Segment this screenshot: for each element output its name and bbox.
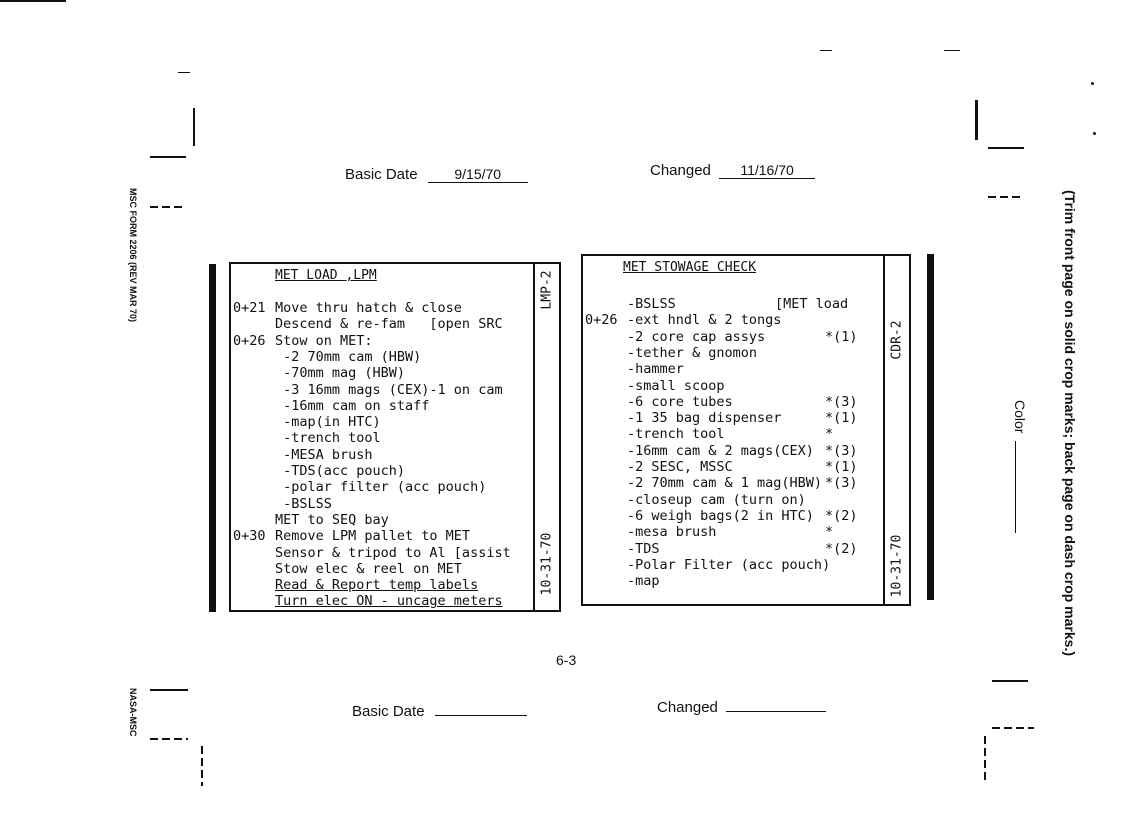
step-text: -mesa brush [627,524,717,541]
step-text: -1 35 bag dispenser [627,410,782,427]
checklist-line [585,443,881,459]
changed-label: Changed [650,162,711,179]
tab-top-label: LMP-2 [539,270,555,310]
checklist-line [233,463,529,479]
checklist-line [585,541,881,557]
step-note: [MET load [775,296,849,312]
crop-mark-right-vert-1 [975,100,978,140]
checklist-line [233,414,529,430]
step-text: -16mm cam & 2 mags(CEX) [627,442,814,459]
step-text: -3 16mm mags (CEX)-1 on cam [275,381,503,398]
tab-bottom-label: 10-31-70 [539,532,555,596]
color-label: Color [1012,400,1028,434]
color-field [1012,400,1028,533]
footer-basic-date [352,703,527,720]
checklist-line [585,524,881,540]
crop-mark-left-vert-2 [201,746,203,786]
step-text: -16mm cam on staff [275,397,430,414]
checklist-line [585,459,881,475]
changed-value: 11/16/70 [719,162,815,179]
checklist-line [585,573,881,589]
speck-4 [1091,82,1094,85]
checklist-line [233,496,529,512]
page-number: 6-3 [556,652,577,668]
step-note: * [825,426,834,443]
checklist-line [585,557,881,573]
step-note: *(2) [825,540,858,557]
card-tab [883,256,909,604]
speck-2 [944,50,960,51]
step-text: Stow elec & reel on MET [275,560,462,577]
checklist-line [233,479,529,495]
step-text: -trench tool [627,426,725,443]
crop-mark-left-vert-1 [193,108,195,146]
checklist-line [233,300,529,316]
step-text: -polar filter (acc pouch) [275,479,487,496]
step-text: -6 core tubes [627,393,733,410]
step-note: *(2) [825,507,858,524]
header-changed [650,162,815,179]
step-note: * [825,524,834,541]
step-text: -TDS(acc pouch) [275,463,406,479]
checklist-line [233,398,529,414]
checklist-line [585,345,881,361]
step-text: -2 core cap assys [627,328,766,345]
checklist-line [233,349,529,365]
tab-bottom-label: 10-31-70 [889,534,905,598]
elapsed-time: 0+26 [233,332,266,349]
checklist-line [585,296,881,312]
checklist-line [585,410,881,426]
checklist-line [233,333,529,349]
card-met-stowage-check [581,254,911,606]
card-tab [533,264,559,610]
step-text: MET to SEQ bay [275,511,389,528]
checklist-line [233,447,529,463]
step-text: Move thru hatch & close [275,300,462,316]
step-text: -MESA brush [275,446,373,463]
step-text: -BSLSS [627,296,676,312]
crop-mark-right-dash-1 [988,196,1024,198]
checklist-line [585,394,881,410]
basic-date-value: 9/15/70 [428,166,528,183]
checklist-line [233,545,529,561]
crop-mark-left-dash-1 [150,206,186,208]
step-text: -hammer [627,361,684,378]
elapsed-time: 0+21 [233,300,266,316]
checklist-line [585,312,881,328]
crop-mark-left-solid-2 [150,689,188,691]
header-basic-date [345,166,528,183]
elapsed-time: 0+26 [585,312,618,329]
checklist-line [233,430,529,446]
step-text: -BSLSS [275,495,332,512]
form-number-label: MSC FORM 2206 (REV MAR 70) [128,188,138,323]
checklist-line [585,361,881,377]
step-text: -tether & gnomon [627,344,758,361]
step-text: -2 70mm cam & 1 mag(HBW) [627,475,823,492]
checklist-line [233,593,529,609]
speck-5 [1093,132,1096,135]
checklist-line [585,508,881,524]
left-card-bar [209,264,216,612]
right-card-bar [927,254,934,600]
step-note: *(1) [825,410,858,427]
checklist-line [585,426,881,442]
step-text: -Polar Filter (acc pouch) [627,556,831,573]
crop-mark-right-vert-2 [984,736,986,780]
crop-mark-right-dash-2 [992,727,1034,729]
elapsed-time: 0+30 [233,528,266,545]
step-text: -ext hndl & 2 tongs [627,312,782,329]
step-text: Read & Report temp labels [275,577,479,594]
checklist-line [233,512,529,528]
checklist-line [233,577,529,593]
step-text: Sensor & tripod to Al [assist [275,544,511,561]
step-note: *(3) [825,475,858,492]
card-met-load-lpm [229,262,561,612]
step-text: -6 weigh bags(2 in HTC) [627,507,814,524]
step-text: -2 SESC, MSSC [627,459,733,475]
step-text: -map(in HTC) [275,414,381,431]
step-text: -small scoop [627,377,725,394]
checklist-line [585,329,881,345]
footer-changed-label: Changed [657,699,718,716]
card-title: MET LOAD ,LPM [275,268,377,283]
step-text: -2 70mm cam (HBW) [275,348,422,365]
crop-mark-right-solid-2 [992,680,1028,682]
speck-1 [820,50,832,51]
checklist-line [585,492,881,508]
step-note: *(1) [825,459,858,475]
basic-date-label: Basic Date [345,166,418,183]
step-note: *(1) [825,328,858,345]
step-text: Descend & re-fam [open SRC [275,316,503,333]
step-text: Remove LPM pallet to MET [275,528,471,545]
step-text: Turn elec ON - uncage meters [275,593,503,610]
step-text: -map [627,573,660,590]
crop-mark-left-dash-2 [150,738,188,740]
trim-note: (Trim front page on solid crop marks; back page on dash crop marks.) [1062,190,1078,656]
checklist-line [585,475,881,491]
footer-changed [657,699,826,716]
checklist-line [233,561,529,577]
step-note: *(3) [825,442,858,459]
checklist-line [585,378,881,394]
checklist-line [233,316,529,332]
speck-3 [178,72,190,73]
checklist-line [233,382,529,398]
tab-top-label: CDR-2 [889,320,905,360]
step-text: -70mm mag (HBW) [275,365,406,382]
footer-basic-date-label: Basic Date [352,703,425,720]
step-text: Stow on MET: [275,332,373,349]
crop-mark-right-solid-1 [988,147,1024,149]
card-title: MET STOWAGE CHECK [623,260,757,275]
crop-mark-top-left [0,0,66,2]
step-text: -closeup cam (turn on) [627,491,806,508]
step-text: -TDS [627,540,660,557]
step-text: -trench tool [275,430,381,447]
agency-label: NASA-MSC [128,688,138,737]
step-note: *(3) [825,393,858,410]
checklist-line [233,528,529,544]
checklist-line [233,365,529,381]
crop-mark-left-solid-1 [150,156,186,158]
